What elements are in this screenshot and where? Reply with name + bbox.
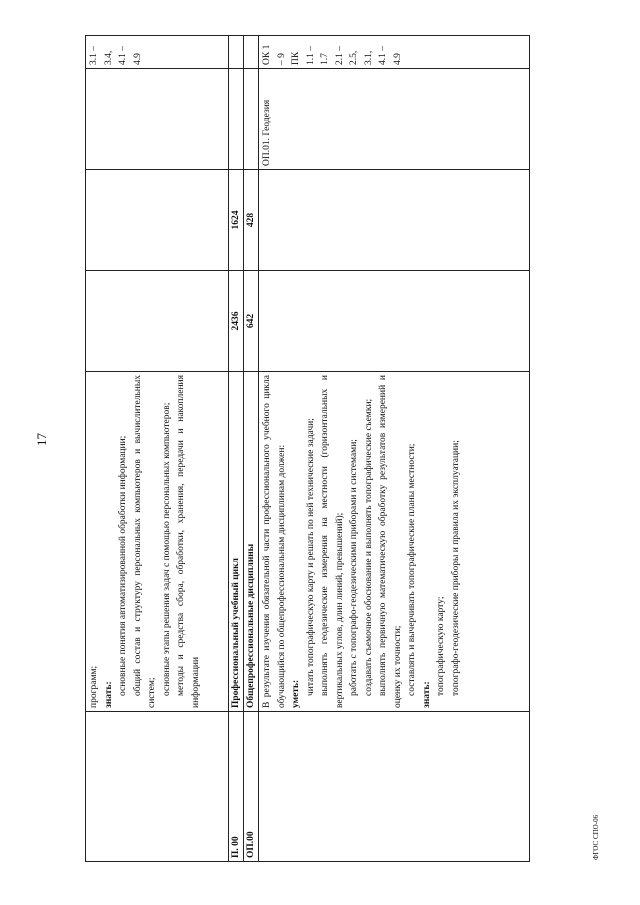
text-line: методы и средства сбора, обработки, хранения, передачи и накопления информации [176, 375, 201, 708]
section-label: знать: [103, 681, 114, 708]
competency-line: ПК 1.1 – 1.7 [291, 46, 330, 65]
index-cell [86, 712, 229, 862]
section-label: уметь: [291, 679, 301, 708]
hours-cell [259, 170, 530, 271]
requirements-cell [86, 372, 229, 712]
text-line: выполнять первичную математическую обработку результатов измерений и оценку их точности; [378, 375, 403, 708]
index-cell: П. 00 [229, 712, 244, 862]
total-hours-cell: 2436 [229, 271, 244, 372]
text-line: топографическую карту; [436, 596, 446, 696]
competencies-cell [229, 36, 244, 69]
discipline-cell [229, 69, 244, 170]
table-row-p00 [229, 36, 244, 862]
text-line: топографо-геодезические приборы и правила их эксплуатации; [450, 440, 461, 696]
competency-line: ОК 1 – 9 [262, 44, 287, 65]
text-line: читать топографическую карту и решать по ней технические задачи; [305, 418, 316, 696]
section-label: знать: [421, 681, 432, 708]
table-row-op01 [259, 36, 530, 862]
text-line: выполнять геодезические измерения на местности (горизонтальных и вертикальных углов, длин линий, превышений); [320, 375, 345, 708]
text-line: основные этапы решения задач с помощью персональных компьютеров; [161, 402, 172, 696]
table-row-informatics-continued [86, 36, 229, 862]
text-line: работать с топографо-геодезическими приборами и системами; [349, 439, 359, 696]
hours-cell: 1624 [229, 170, 244, 271]
hours-cell [86, 170, 229, 271]
requirements-cell [259, 372, 530, 712]
total-hours-cell: 642 [244, 271, 259, 372]
total-hours-cell [86, 271, 229, 372]
discipline-cell: ОП.01. Геодезия [259, 69, 530, 170]
text-line: составлять и вычерчивать топографические планы местности; [407, 443, 417, 696]
discipline-cell [244, 69, 259, 170]
footer-code: ФГОС СПО-06 [592, 814, 600, 860]
title-cell: Общепрофессиональные дисциплины [244, 372, 259, 712]
title-cell: Профессиональный учебный цикл [229, 372, 244, 712]
competency-line: 3.1, [363, 50, 374, 65]
table-row-op00 [244, 36, 259, 862]
competency-line: 2.1 – 2.5, [334, 46, 359, 65]
text-line: программ; [89, 665, 99, 708]
competency-line: 4.1 – 4.9 [378, 46, 403, 65]
discipline-cell [86, 69, 229, 170]
page-number: 17 [34, 433, 49, 446]
text-line: В результате изучения обязательной части профессионального учебного цикла обучающийся по общепрофессиональным дисциплинам должен: [262, 375, 287, 708]
text-line: создавать съемочное обоснование и выполнять топографические съемки; [363, 398, 374, 696]
competencies-cell: 3.1 – 3.4, 4.1 – 4.9 [86, 36, 229, 69]
curriculum-table-rotated [85, 36, 530, 862]
competencies-cell [244, 36, 259, 69]
text-line: общий состав и структуру персональных компьютеров и вычислительных систем; [132, 375, 157, 708]
index-cell: ОП.00 [244, 712, 259, 862]
total-hours-cell [259, 271, 530, 372]
competencies-cell [259, 36, 530, 69]
curriculum-table [85, 35, 530, 862]
hours-cell: 428 [244, 170, 259, 271]
index-cell [259, 712, 530, 862]
text-line: основные понятия автоматизированной обработки информации; [118, 435, 128, 696]
